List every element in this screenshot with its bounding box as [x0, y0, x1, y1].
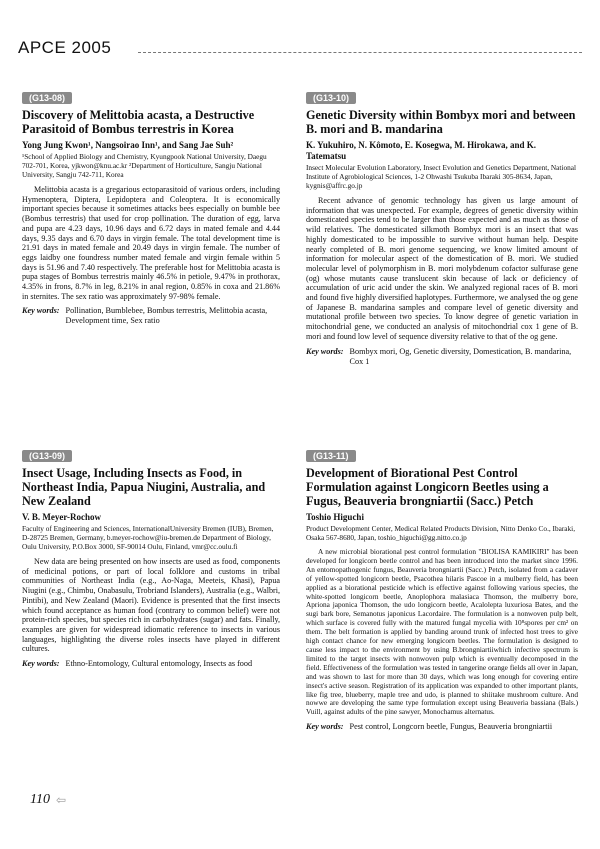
- abstract-affiliations: Insect Molecular Evolution Laboratory, Insect Evolution and Genetics Department, National Institute of Agrobiological Sciences, 1-2 Ohwashi Tsukuba Ibaraki 305-8634, Japan, kygnis@affrc.go.jp: [306, 163, 577, 190]
- keywords-label: Key words:: [22, 659, 60, 669]
- keywords-value: Ethno-Entomology, Cultural entomology, Insects as food: [65, 659, 253, 669]
- abstract-g13-10: [306, 88, 578, 367]
- keywords-value: Pest control, Longcorn beetle, Fungus, Beauveria brongniartii: [349, 722, 553, 732]
- abstract-authors: V. B. Meyer-Rochow: [22, 512, 101, 522]
- abstract-code: (G13-08): [22, 92, 72, 104]
- abstract-title: Genetic Diversity within Bombyx mori and between B. mori and B. mandarina: [306, 108, 576, 136]
- abstract-g13-09: [22, 446, 280, 669]
- abstract-authors: Yong Jung Kwon¹, Nangsoirao Inn¹, and Sang Jae Suh²: [22, 140, 234, 150]
- abstract-g13-08: [22, 88, 280, 326]
- abstract-affiliations: Product Development Center, Medical Related Products Division, Nitto Denko Co., Ibaraki, Osaka 567-8680, Japan, toshio_higuchi@gg.nitto.co.jp: [306, 524, 576, 542]
- abstract-body: Melittobia acasta is a gregarious ectoparasitoid of various orders, including Hymenoptera, Diptera, Lepidoptera and Coleoptera. It is economically important species because it sometimes attacks bees especially on bumble bee (Bombus terrestris) that used for crop pollination. The duration of egg, larva and pupa are 4.23 days, 10.96 days and 6.72 days in mated female and 4.44 days, 9.35 days and 6.70 days in virgin female. The total development time is 21.91 days in mated female and 20.49 days in virgin female. The number of eggs laidby one foundress number mated female and virgin female within 5 days is 51.96 and 7.40 respectively. The preferable host for Melittobia acasta is pupa stages of Bombus terrestris mainly 46.5% in petiole, 9.47% in prothorax, 4.35% in frons, 8.7% in leg, 8.21% in anal region, 0.85% in coxa and 21.86% in sternites. The sex ratio was approximately 97-98% female.: [22, 185, 280, 301]
- abstract-authors: Toshio Higuchi: [306, 512, 364, 522]
- keywords: [306, 722, 578, 732]
- keywords-value: Pollination, Bumblebee, Bombus terrestris, Melittobia acasta, Development time, Sex ratio: [65, 306, 268, 326]
- journal-header: APCE 2005: [18, 38, 112, 57]
- page-footer: [30, 792, 66, 808]
- keywords-label: Key words:: [22, 306, 60, 316]
- keywords: [22, 659, 280, 669]
- abstract-affiliations: ¹School of Applied Biology and Chemistry, Kyungpook National University, Daegu 702-701, Korea, yjkwon@knu.ac.kr ²Department of Horticulture, Sangju National University, Sangju 742-711, Korea: [22, 152, 267, 179]
- keywords-label: Key words:: [306, 722, 344, 732]
- abstract-title: Development of Biorational Pest Control Formulation against Longicorn Beetles using a Fugus, Beauveria brongniartii (Sacc.) Petch: [306, 466, 549, 508]
- abstract-code: (G13-11): [306, 450, 356, 462]
- abstract-body: New data are being presented on how insects are used as food, components of medicinal potions, or part of local folklore and customs in tribal communities of Northeast India (e.g., Ao-Naga, Meeteis, Khasi), Papua Niugini (e.g., Chimbu, Onabasulu, Trobriand Islanders), Australia (e.g., Walbri, Pintibi), and New Zealand (Maori). Evidence is presented that the first insects which found acceptance as human food (contrary to common belief) were not protein-rich species, but species rich in carbohydrates (sugar) and fats. Finally, examples are given for widespread idiomatic reference to insects in various languages, highlighting the diverse roles insects have played in different cultures.: [22, 557, 280, 654]
- abstract-title: Discovery of Melittobia acasta, a Destructive Parasitoid of Bombus terrestris in Korea: [22, 108, 255, 136]
- abstract-g13-11: [306, 446, 578, 732]
- abstract-title: Insect Usage, Including Insects as Food, in Northeast India, Papua Niugini, Australia, and New Zealand: [22, 466, 266, 508]
- keywords-label: Key words:: [306, 346, 344, 356]
- left-arrow-icon: ⇦: [55, 792, 67, 807]
- abstract-body: A new microbial biorational pest control formulation "BIOLISA KAMIKIRI" has been developed for longicorn beetle control and has been introduced into the market since 1996. An entomopathogenic fungus, Beauveria brongniartii (Sacc.) Petch, isolated from a cadaver of yellow-spotted longicorn beetle, Psacothea hilaris Pascoe in a mulberry field, has been applied as a biorational pesticide which is effective against following various species, the white-spotted longicorn beetle, Anoplophora malasiaca Thomson, the mulberry bore, Apriona japonica Thomson, the udo longicorn beetle, Acalolepta luxuriosa Bates, and the sugi bark bore, Semanotus japonicus Lacordaire. The formulation is a nonwoven pulp belt, which surface is covered fully with the matured fungal mycelia with 10⁸spores per cm² on them. The belt formation is applied by banding around trunk of infected host trees to give high contact chance for new emerging longicorn beetles. The formulation is designed to cause less impact to the environment by using B.brongniartiiwhich infective spectrum is limited to the target insects with nonwoven pulp which is eventually decomposed in the field. Effectiveness of the formulation was tested in tangerine orange fields all over in Japan, and was shown to last for more than 30 days, which was long enough for covering entire insect's active season. Registration of its application was expanded to other important plants, like fig tree, blueberry, maple tree and udo, is planned to shiitake mushroom culture. And nowwe are developing the same type formulation except using Beauveria bassiana (Bals.) Vuill, against adults of the pine sawyer, Monochamus alternatus.: [306, 547, 578, 717]
- keywords: [306, 347, 578, 367]
- abstract-code: (G13-10): [306, 92, 356, 104]
- abstract-code: (G13-09): [22, 450, 72, 462]
- abstract-authors: K. Yukuhiro, N. Kômoto, E. Kosegwa, M. Hirokawa, and K. Tatematsu: [306, 140, 537, 161]
- abstract-body: Recent advance of genomic technology has given us large amount of information that was unexpected. For example, degrees of genetic diversity within domesticated species tend to be larger than those expected and as much as those of wild relatives. The domesticated silkmoth Bombyx mori is an insect that was highly domesticated to be impossible to survive without human help. Despite nearly completed of B. mori genome sequencing, we know limited amount of information for molecular aspect of the domestication of B. mori. We studied molecular level of polymorphism in B. mori molybdenum cofactor sulfurase gene (og) whose mutants cause translucent skin because of lack or deficiency of accumulation of uric acid under the skin. We analyzed regional races of B. mori and found five highly diversified haplotypes. Furthermore, we analysed the og gene of Japanese B. mandarina samples and compare level of genetic diversity and mutational profile between two species. To know degree of genetic variation in mitochondrial gene, we conducted an analysis of mitochondrial cox 1 gene of B. mori and found low level of sequence diversity relative to that of the og gene.: [306, 196, 578, 341]
- page-number: 110: [30, 792, 50, 807]
- header-rule: [138, 52, 582, 53]
- keywords: [22, 306, 280, 326]
- keywords-value: Bombyx mori, Og, Genetic diversity, Domestication, B. mandarina, Cox 1: [349, 346, 572, 366]
- abstract-affiliations: Faculty of Engineering and Sciences, InternationalUniversity Bremen (IUB), Bremen, D-28725 Bremen, Germany, b.meyer-rochow@iu-bremen.de Department of Biology, Oulu University, P.O.Box 3000, SF-90014 Oulu, Finland, vmr@cc.oulu.fi: [22, 524, 274, 551]
